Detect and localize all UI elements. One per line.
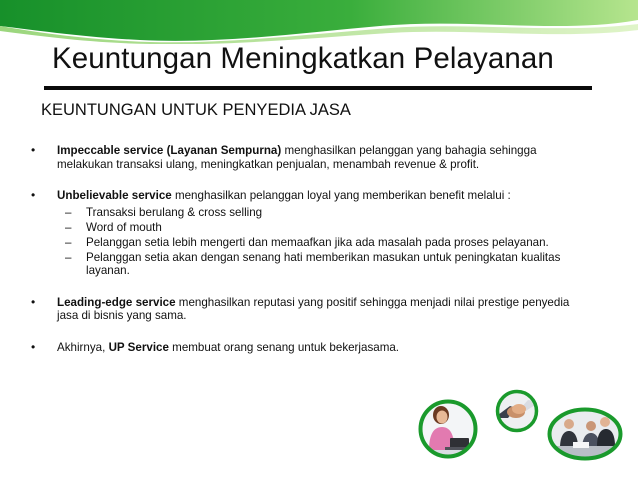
bullet-bold-label: UP Service — [108, 340, 169, 354]
bullet-bold-label: Leading-edge service — [57, 295, 176, 309]
slide-title: Keuntungan Meningkatkan Pelayanan — [52, 42, 554, 75]
sub-item: – Word of mouth — [65, 220, 162, 234]
bullet-dot-icon: • — [31, 188, 36, 202]
bullet-item-leading-edge — [30, 296, 590, 323]
sub-item: – Pelanggan setia lebih mengerti dan memaafkan jika ada masalah pada proses pelayanan. — [65, 235, 549, 249]
bullet-text: menghasilkan pelanggan loyal yang memberikan benefit melalui : — [171, 189, 511, 202]
bullet-bold-label: Impeccable service (Layanan Sempurna) — [57, 144, 282, 157]
dash-icon: – — [65, 235, 72, 249]
section-heading: KEUNTUNGAN UNTUK PENYEDIA JASA — [41, 101, 351, 119]
meeting-photo-icon — [545, 406, 625, 462]
bullet-prefix: Akhirnya, — [57, 340, 109, 354]
bullet-item-unbelievable — [30, 189, 590, 278]
bullet-dot-icon: • — [31, 143, 36, 157]
dash-icon: – — [65, 205, 72, 219]
sub-item: – Transaksi berulang & cross selling — [65, 205, 263, 219]
dash-icon: – — [65, 250, 72, 264]
bullet-bold-label: Unbelievable service — [57, 189, 172, 202]
bullet-text: menghasilkan pelanggan yang bahagia sehingga melakukan transaksi ulang, meningkatkan penjualan, menambah revenue & profit. — [57, 144, 537, 171]
bullet-text: membuat orang senang untuk bekerjasama. — [168, 340, 400, 354]
dash-icon: – — [65, 220, 72, 234]
handshake-photo-icon — [494, 388, 540, 434]
bullet-item-impeccable — [30, 144, 590, 171]
bullet-dot-icon: • — [31, 339, 36, 354]
sub-bullet-list — [57, 206, 590, 278]
woman-laptop-photo-icon — [417, 398, 479, 460]
bullet-dot-icon: • — [31, 294, 36, 309]
title-underline — [44, 86, 592, 90]
sub-item: – Pelanggan setia akan dengan senang hati memberikan masukan untuk peningkatan kualitas layanan. — [65, 250, 561, 277]
bullet-item-up-service — [30, 341, 590, 355]
bullet-list — [30, 144, 590, 354]
bullet-text: menghasilkan reputasi yang positif sehingga menjadi nilai prestige penyedia jasa di bisnis yang sama. — [57, 295, 570, 322]
header-wave-banner — [0, 0, 638, 44]
